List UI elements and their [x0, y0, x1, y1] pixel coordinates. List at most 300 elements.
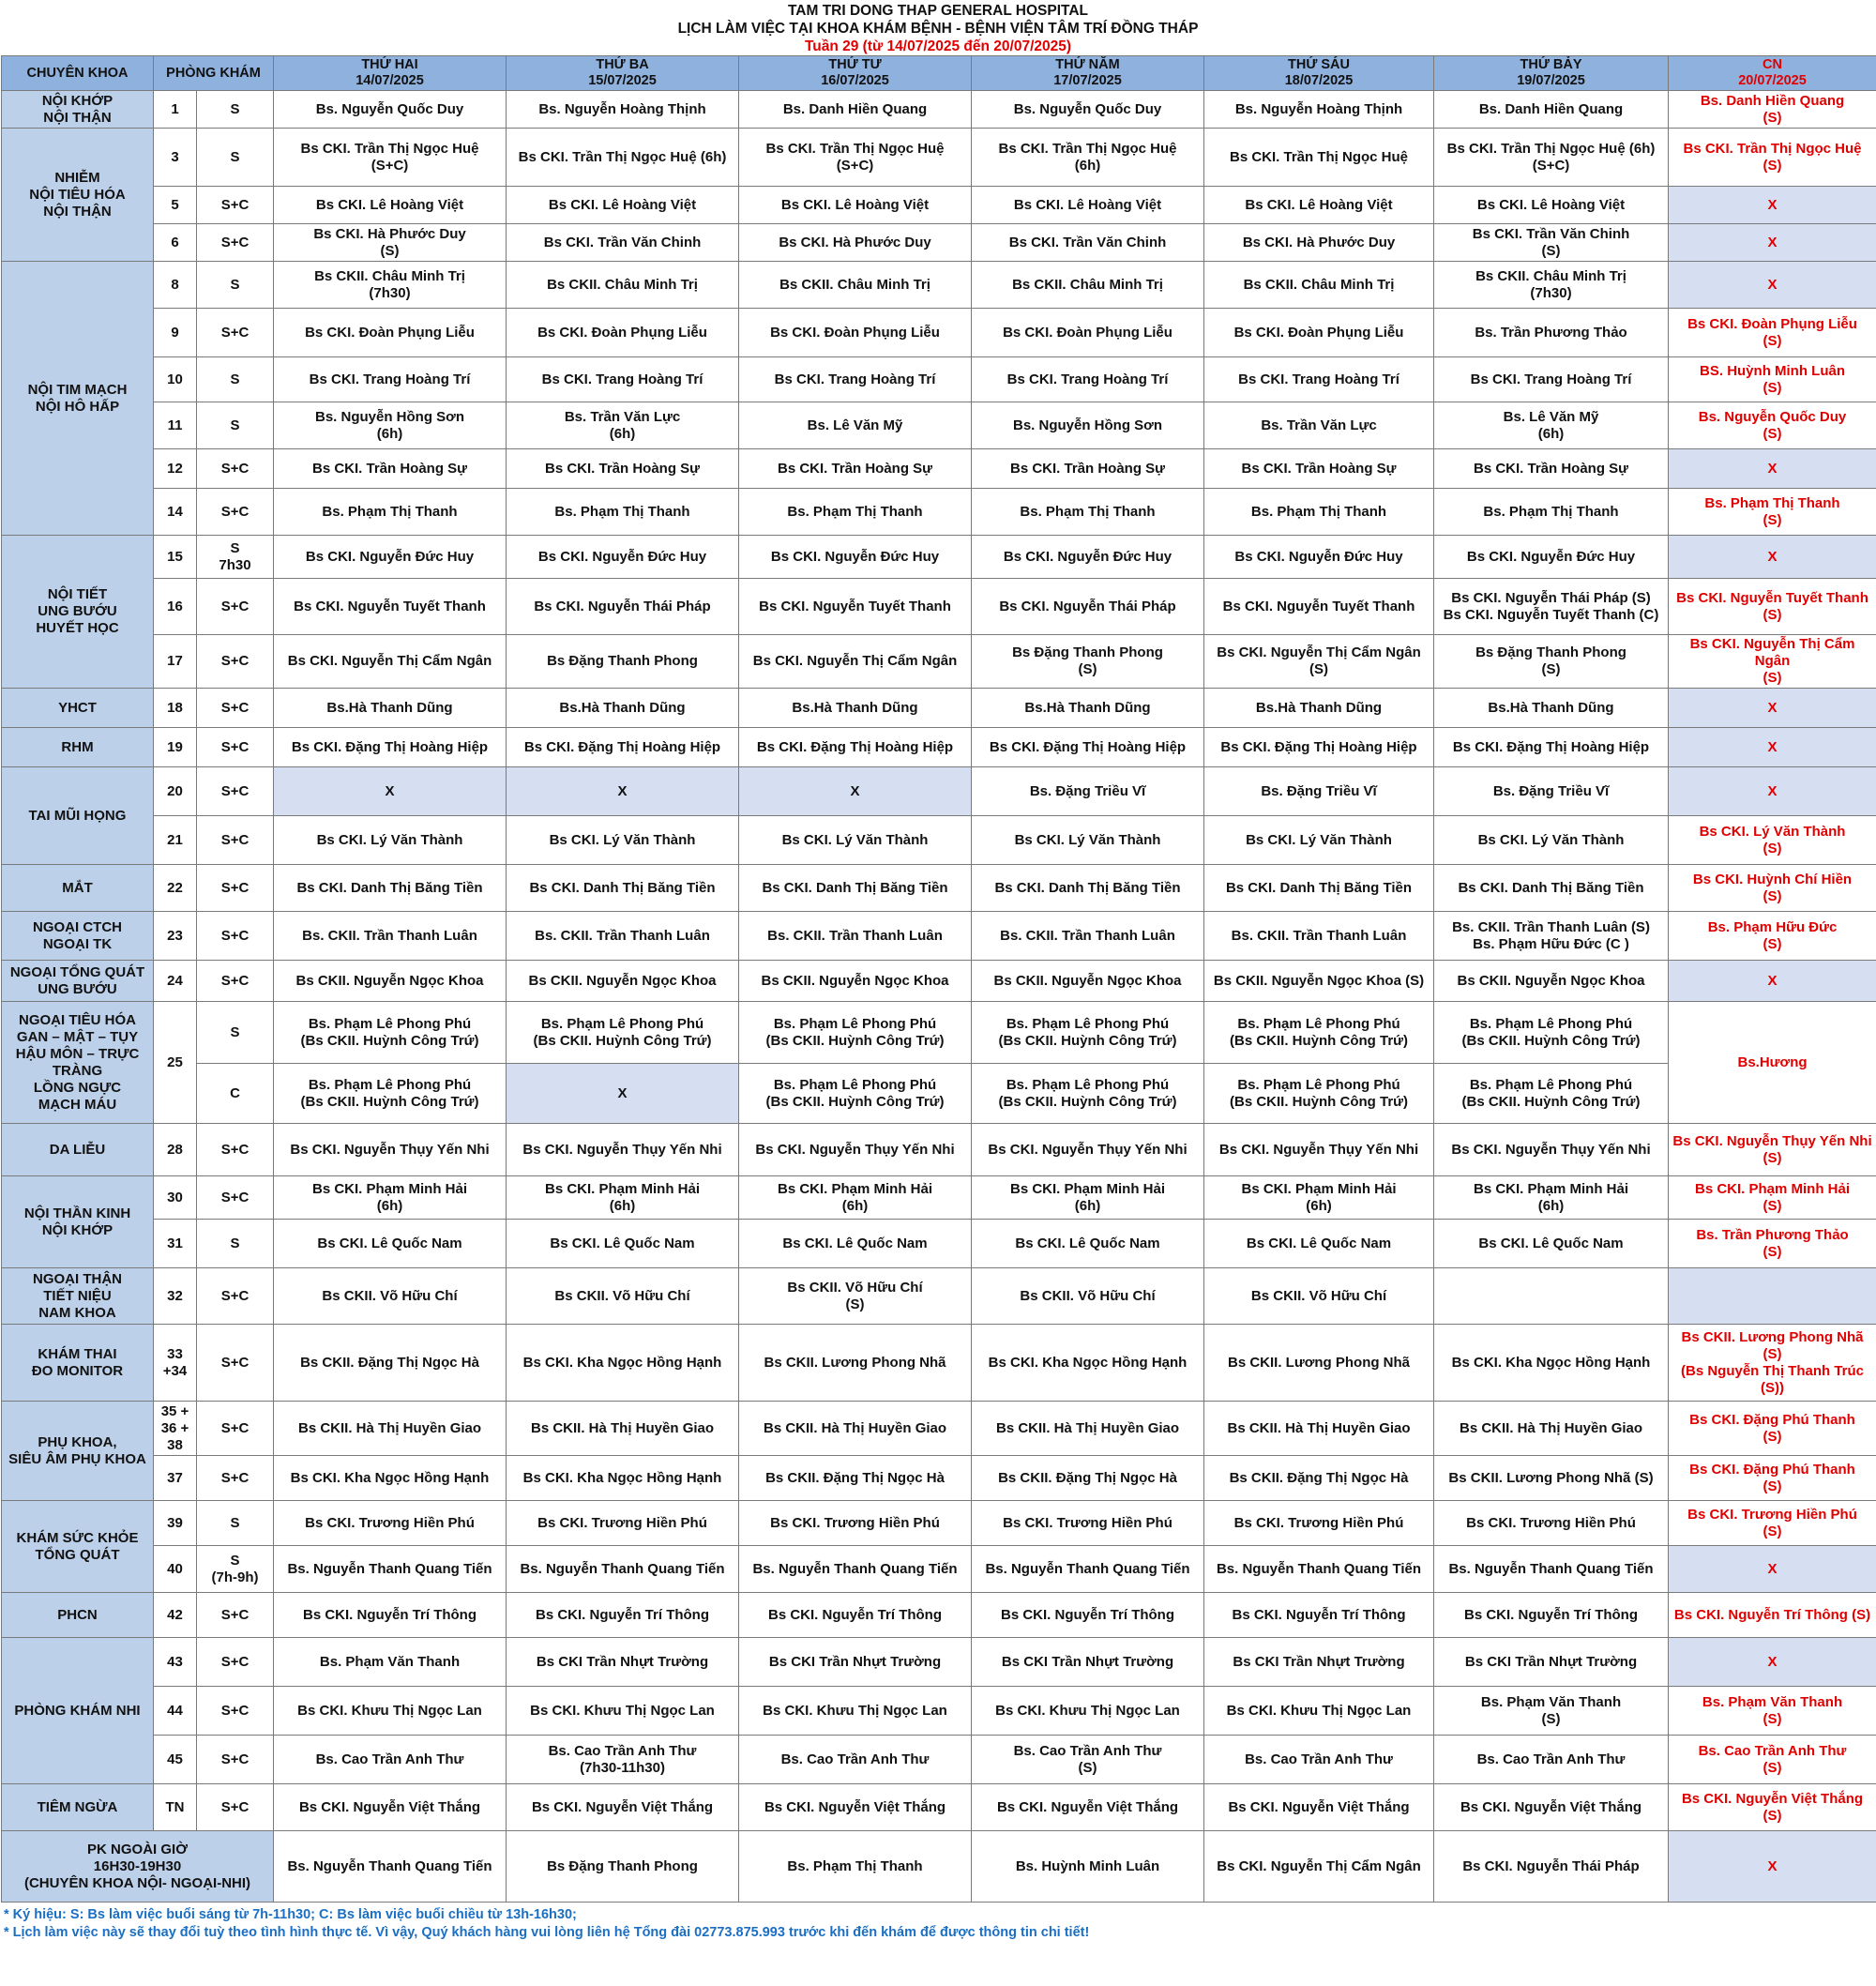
doctor-cell: Bs CKI. Nguyễn Thái Pháp [1434, 1831, 1669, 1903]
doctor-cell: Bs CKI. Trần Hoàng Sự [972, 449, 1204, 489]
doctor-cell: Bs CKI. Lý Văn Thành [274, 816, 507, 865]
doctor-cell: Bs CKI. Trương Hiền Phú [1204, 1501, 1434, 1546]
schedule-body [2, 91, 1876, 1903]
doctor-cell: Bs CKI. Nguyễn Trí Thông [1434, 1593, 1669, 1638]
doctor-cell: Bs CKI. Lê Quốc Nam [1434, 1220, 1669, 1268]
doctor-cell: Bs CKI. Nguyễn Trí Thông [739, 1593, 972, 1638]
doctor-cell: X [739, 767, 972, 816]
table-row [2, 579, 1876, 635]
specialty-cell: NỘI TIẾT UNG BƯỚU HUYẾT HỌC [2, 536, 154, 689]
table-row [2, 536, 1876, 579]
doctor-cell: Bs CKII. Hà Thị Huyền Giao [1204, 1402, 1434, 1456]
col-header-day [739, 56, 972, 91]
doctor-cell: Bs CKI. Danh Thị Băng Tiền [1434, 865, 1669, 912]
doctor-cell: Bs CKI. Trần Thị Ngọc Huệ (S+C) [274, 129, 507, 187]
doctor-cell: Bs CKI. Phạm Minh Hải (6h) [1434, 1176, 1669, 1220]
room-cell: 16 [154, 579, 197, 635]
doctor-cell: Bs CKI. Nguyễn Thụy Yến Nhi [1204, 1124, 1434, 1176]
doctor-cell: Bs. Danh Hiền Quang [1434, 91, 1669, 129]
doctor-cell: Bs. Phạm Lê Phong Phú (Bs CKII. Huỳnh Công Trứ) [1434, 1064, 1669, 1124]
doctor-cell: Bs CKI. Danh Thị Băng Tiền [507, 865, 739, 912]
doctor-cell: Bs CKI. Nguyễn Thụy Yến Nhi [1434, 1124, 1669, 1176]
doctor-cell: Bs CKI Trần Nhựt Trường [1204, 1638, 1434, 1687]
sunday-cell: Bs CKI. Đoàn Phụng Liễu (S) [1669, 309, 1876, 357]
doctor-cell: Bs CKI. Khưu Thị Ngọc Lan [274, 1687, 507, 1736]
shift-cell: S+C [197, 1784, 274, 1831]
week-range: Tuần 29 (từ 14/07/2025 đến 20/07/2025) [804, 38, 1072, 54]
doctor-cell: Bs. Cao Trần Anh Thư [274, 1736, 507, 1784]
doctor-cell: Bs. Phạm Lê Phong Phú (Bs CKII. Huỳnh Công Trứ) [507, 1002, 739, 1064]
doctor-cell: Bs. CKII. Trần Thanh Luân (S) Bs. Phạm Hữu Đức (C ) [1434, 912, 1669, 961]
doctor-cell: Bs. CKII. Trần Thanh Luân [507, 912, 739, 961]
sunday-cell: Bs. Phạm Văn Thanh (S) [1669, 1687, 1876, 1736]
doctor-cell: Bs CKII. Nguyễn Ngọc Khoa [274, 961, 507, 1002]
doctor-cell: Bs CKII. Châu Minh Trị [739, 262, 972, 309]
doctor-cell: Bs CKI. Nguyễn Thái Pháp [507, 579, 739, 635]
doctor-cell: Bs CKI. Trương Hiền Phú [1434, 1501, 1669, 1546]
specialty-cell: TIÊM NGỪA [2, 1784, 154, 1831]
room-cell: 19 [154, 728, 197, 767]
room-cell: 21 [154, 816, 197, 865]
doctor-cell: Bs CKI Trần Nhựt Trường [972, 1638, 1204, 1687]
doctor-cell: Bs. CKII. Trần Thanh Luân [739, 912, 972, 961]
doctor-cell: Bs CKI. Kha Ngọc Hồng Hạnh [507, 1456, 739, 1501]
sunday-cell: Bs CKII. Lương Phong Nhã (S) (Bs Nguyễn Thị Thanh Trúc (S)) [1669, 1325, 1876, 1402]
table-row [2, 1784, 1876, 1831]
doctor-cell: Bs. Nguyễn Thanh Quang Tiến [1204, 1546, 1434, 1593]
doctor-cell: Bs CKI. Đặng Thị Hoàng Hiệp [1434, 728, 1669, 767]
doctor-cell: Bs. CKII. Trần Thanh Luân [274, 912, 507, 961]
specialty-cell: NGOẠI THẬN TIẾT NIỆU NAM KHOA [2, 1268, 154, 1325]
shift-cell: S [197, 262, 274, 309]
doctor-cell: Bs CKI. Nguyễn Tuyết Thanh [739, 579, 972, 635]
doctor-cell: Bs. Phạm Văn Thanh [274, 1638, 507, 1687]
doctor-cell: Bs CKI. Nguyễn Tuyết Thanh [1204, 579, 1434, 635]
room-cell: 32 [154, 1268, 197, 1325]
doctor-cell: Bs CKII. Nguyễn Ngọc Khoa [507, 961, 739, 1002]
doctor-cell: Bs CKI. Nguyễn Đức Huy [1434, 536, 1669, 579]
day-name: THỨ BA [596, 57, 649, 72]
doctor-cell: Bs CKI. Đoàn Phụng Liễu [739, 309, 972, 357]
sunday-cell: Bs CKI. Lý Văn Thành (S) [1669, 816, 1876, 865]
table-row [2, 1687, 1876, 1736]
shift-cell: S+C [197, 865, 274, 912]
room-cell: TN [154, 1784, 197, 1831]
doctor-cell: Bs CKII. Hà Thị Huyền Giao [972, 1402, 1204, 1456]
table-row [2, 767, 1876, 816]
doctor-cell: Bs CKII. Hà Thị Huyền Giao [1434, 1402, 1669, 1456]
shift-cell: S+C [197, 816, 274, 865]
doctor-cell: Bs CKI. Đặng Thị Hoàng Hiệp [739, 728, 972, 767]
doctor-cell: Bs CKI. Trần Hoàng Sự [274, 449, 507, 489]
room-cell: 31 [154, 1220, 197, 1268]
day-date: 18/07/2025 [1284, 73, 1354, 88]
room-cell: 33 +34 [154, 1325, 197, 1402]
doctor-cell: Bs CKI. Kha Ngọc Hồng Hạnh [507, 1325, 739, 1402]
table-row [2, 187, 1876, 224]
doctor-cell: Bs CKI. Nguyễn Việt Thắng [739, 1784, 972, 1831]
header-row [2, 56, 1876, 91]
doctor-cell: Bs. Nguyễn Thanh Quang Tiến [1434, 1546, 1669, 1593]
room-cell: 43 [154, 1638, 197, 1687]
sunday-cell: X [1669, 262, 1876, 309]
doctor-cell: Bs CKI. Khưu Thị Ngọc Lan [507, 1687, 739, 1736]
doctor-cell: Bs CKI. Đặng Thị Hoàng Hiệp [1204, 728, 1434, 767]
doctor-cell: Bs CKI. Trần Thị Ngọc Huệ (6h) [507, 129, 739, 187]
doctor-cell: Bs CKI. Kha Ngọc Hồng Hạnh [274, 1456, 507, 1501]
schedule-table [1, 55, 1876, 1903]
shift-cell: S [197, 1002, 274, 1064]
shift-cell: S+C [197, 309, 274, 357]
doctor-cell: Bs CKI. Lê Quốc Nam [1204, 1220, 1434, 1268]
table-row [2, 1546, 1876, 1593]
specialty-cell: TAI MŨI HỌNG [2, 767, 154, 865]
room-cell: 11 [154, 402, 197, 449]
room-cell: 10 [154, 357, 197, 402]
page-title: LỊCH LÀM VIỆC TẠI KHOA KHÁM BỆNH - BỆNH VIỆN TÂM TRÍ ĐỒNG THÁP [677, 21, 1199, 37]
doctor-cell: Bs. Phạm Thị Thanh [739, 489, 972, 536]
doctor-cell: Bs CKI Trần Nhựt Trường [739, 1638, 972, 1687]
table-row [2, 91, 1876, 129]
table-row [2, 1268, 1876, 1325]
doctor-cell: Bs CKI. Danh Thị Băng Tiền [739, 865, 972, 912]
sunday-cell: X [1669, 1831, 1876, 1903]
specialty-cell: MẮT [2, 865, 154, 912]
table-row [2, 1220, 1876, 1268]
doctor-cell: Bs CKI. Nguyễn Thị Cẩm Ngân [739, 635, 972, 689]
doctor-cell: Bs CKI. Kha Ngọc Hồng Hạnh [972, 1325, 1204, 1402]
doctor-cell: Bs. Nguyễn Quốc Duy [972, 91, 1204, 129]
specialty-cell: KHÁM THAI ĐO MONITOR [2, 1325, 154, 1402]
specialty-cell: DA LIỄU [2, 1124, 154, 1176]
shift-cell: S+C [197, 579, 274, 635]
doctor-cell: Bs CKI. Trần Hoàng Sự [1204, 449, 1434, 489]
sunday-cell: Bs CKI. Nguyễn Trí Thông (S) [1669, 1593, 1876, 1638]
doctor-cell: Bs CKI. Phạm Minh Hải (6h) [1204, 1176, 1434, 1220]
sunday-cell: BS. Huỳnh Minh Luân (S) [1669, 357, 1876, 402]
doctor-cell: Bs. Nguyễn Hoàng Thịnh [507, 91, 739, 129]
doctor-cell: Bs CKI. Lý Văn Thành [972, 816, 1204, 865]
table-row [2, 1501, 1876, 1546]
sunday-cell: X [1669, 689, 1876, 728]
doctor-cell: Bs CKI. Nguyễn Thị Cẩm Ngân (S) [1204, 635, 1434, 689]
room-cell: 18 [154, 689, 197, 728]
doctor-cell: Bs CKI. Nguyễn Thị Cẩm Ngân [274, 635, 507, 689]
doctor-cell: Bs CKI. Phạm Minh Hải (6h) [507, 1176, 739, 1220]
shift-cell: S+C [197, 635, 274, 689]
table-row [2, 129, 1876, 187]
doctor-cell: Bs. Phạm Thị Thanh [1434, 489, 1669, 536]
doctor-cell: Bs CKI. Nguyễn Trí Thông [1204, 1593, 1434, 1638]
doctor-cell: Bs. Phạm Lê Phong Phú (Bs CKII. Huỳnh Công Trứ) [1204, 1064, 1434, 1124]
doctor-cell: Bs CKI. Khưu Thị Ngọc Lan [1204, 1687, 1434, 1736]
doctor-cell: Bs CKII. Châu Minh Trị (7h30) [274, 262, 507, 309]
doctor-cell: Bs CKI. Nguyễn Thị Cẩm Ngân [1204, 1831, 1434, 1903]
doctor-cell: Bs CKII. Đặng Thị Ngọc Hà [1204, 1456, 1434, 1501]
footnote-legend: * Ký hiệu: S: Bs làm việc buổi sáng từ 7h-11h30; C: Bs làm việc buổi chiều từ 13h-16h30; [4, 1907, 577, 1922]
col-header-day [274, 56, 507, 91]
shift-cell: S+C [197, 1124, 274, 1176]
doctor-cell: Bs CKI. Lê Quốc Nam [739, 1220, 972, 1268]
room-cell: 30 [154, 1176, 197, 1220]
doctor-cell: Bs CKI. Kha Ngọc Hồng Hạnh [1434, 1325, 1669, 1402]
doctor-cell: Bs. Phạm Văn Thanh (S) [1434, 1687, 1669, 1736]
day-date: 19/07/2025 [1517, 73, 1585, 88]
doctor-cell: Bs CKI. Nguyễn Đức Huy [972, 536, 1204, 579]
table-row [2, 865, 1876, 912]
table-row [2, 1736, 1876, 1784]
doctor-cell: Bs CKII. Đặng Thị Ngọc Hà [972, 1456, 1204, 1501]
doctor-cell: Bs. Cao Trần Anh Thư [1204, 1736, 1434, 1784]
specialty-cell: NGOẠI TIÊU HÓA GAN – MẬT – TỤY HẬU MÔN – TRỰC TRÀNG LỒNG NGỰC MẠCH MÁU [2, 1002, 154, 1124]
table-row [2, 1456, 1876, 1501]
shift-cell: S (7h-9h) [197, 1546, 274, 1593]
sunday-cell: Bs CKI. Nguyễn Tuyết Thanh (S) [1669, 579, 1876, 635]
doctor-cell: Bs CKI. Nguyễn Thái Pháp (S) Bs CKI. Nguyễn Tuyết Thanh (C) [1434, 579, 1669, 635]
day-name: THỨ BẢY [1520, 57, 1582, 72]
sunday-cell: X [1669, 536, 1876, 579]
doctor-cell: Bs CKI. Trần Thị Ngọc Huệ [1204, 129, 1434, 187]
room-cell: 12 [154, 449, 197, 489]
col-header-room: PHÒNG KHÁM [154, 56, 274, 91]
doctor-cell: Bs Đặng Thanh Phong [507, 1831, 739, 1903]
doctor-cell: Bs CKII. Võ Hữu Chí [507, 1268, 739, 1325]
specialty-cell: PHỤ KHOA, SIÊU ÂM PHỤ KHOA [2, 1402, 154, 1501]
doctor-cell: Bs. Phạm Lê Phong Phú (Bs CKII. Huỳnh Công Trứ) [1434, 1002, 1669, 1064]
table-row [2, 689, 1876, 728]
doctor-cell: Bs. Phạm Thị Thanh [972, 489, 1204, 536]
sunday-cell: Bs CKI. Huỳnh Chí Hiền (S) [1669, 865, 1876, 912]
doctor-cell: Bs Đặng Thanh Phong (S) [1434, 635, 1669, 689]
table-row [2, 224, 1876, 262]
room-cell: 20 [154, 767, 197, 816]
doctor-cell: Bs. Nguyễn Thanh Quang Tiến [972, 1546, 1204, 1593]
room-cell: 17 [154, 635, 197, 689]
doctor-cell: Bs Đặng Thanh Phong [507, 635, 739, 689]
day-name: THỨ TƯ [828, 57, 882, 72]
shift-cell: S+C [197, 728, 274, 767]
room-cell: 15 [154, 536, 197, 579]
specialty-cell: PHCN [2, 1593, 154, 1638]
doctor-cell: X [507, 767, 739, 816]
specialty-cell: NGOẠI TỔNG QUÁT UNG BƯỚU [2, 961, 154, 1002]
sunday-cell: Bs.Hương [1669, 1002, 1876, 1124]
shift-cell: S+C [197, 1687, 274, 1736]
doctor-cell: Bs CKII. Hà Thị Huyền Giao [274, 1402, 507, 1456]
doctor-cell: Bs CKI. Lý Văn Thành [739, 816, 972, 865]
doctor-cell: Bs. Nguyễn Thanh Quang Tiến [507, 1546, 739, 1593]
doctor-cell: Bs CKI. Lê Quốc Nam [972, 1220, 1204, 1268]
doctor-cell: Bs CKII. Lương Phong Nhã [1204, 1325, 1434, 1402]
doctor-cell: Bs. CKII. Trần Thanh Luân [972, 912, 1204, 961]
doctor-cell: Bs CKI. Trần Hoàng Sự [739, 449, 972, 489]
room-cell: 44 [154, 1687, 197, 1736]
sunday-cell: Bs. Phạm Thị Thanh (S) [1669, 489, 1876, 536]
shift-cell: S [197, 91, 274, 129]
doctor-cell: Bs CKI. Lý Văn Thành [1434, 816, 1669, 865]
doctor-cell: Bs CKI. Trang Hoàng Trí [274, 357, 507, 402]
doctor-cell: Bs. Huỳnh Minh Luân [972, 1831, 1204, 1903]
doctor-cell: Bs CKI. Nguyễn Trí Thông [972, 1593, 1204, 1638]
shift-cell: S+C [197, 1325, 274, 1402]
doctor-cell: Bs CKI. Nguyễn Đức Huy [739, 536, 972, 579]
room-cell: 5 [154, 187, 197, 224]
shift-cell: S 7h30 [197, 536, 274, 579]
doctor-cell: Bs CKI. Nguyễn Thụy Yến Nhi [972, 1124, 1204, 1176]
day-name: CN [1763, 57, 1782, 72]
doctor-cell: Bs CKII. Võ Hữu Chí [274, 1268, 507, 1325]
specialty-cell: PHÒNG KHÁM NHI [2, 1638, 154, 1784]
shift-cell: S+C [197, 1176, 274, 1220]
doctor-cell: Bs.Hà Thanh Dũng [274, 689, 507, 728]
table-row [2, 262, 1876, 309]
doctor-cell: Bs CKI. Trang Hoàng Trí [1204, 357, 1434, 402]
doctor-cell: Bs CKI. Đoàn Phụng Liễu [507, 309, 739, 357]
room-cell: 24 [154, 961, 197, 1002]
sunday-cell: X [1669, 187, 1876, 224]
day-name: THỨ HAI [361, 57, 418, 72]
doctor-cell: Bs CKI. Lê Hoàng Việt [972, 187, 1204, 224]
sunday-cell: Bs CKI. Nguyễn Thụy Yến Nhi (S) [1669, 1124, 1876, 1176]
doctor-cell: Bs CKI. Phạm Minh Hải (6h) [274, 1176, 507, 1220]
doctor-cell: Bs CKI. Khưu Thị Ngọc Lan [739, 1687, 972, 1736]
doctor-cell: Bs CKI. Phạm Minh Hải (6h) [972, 1176, 1204, 1220]
specialty-cell: YHCT [2, 689, 154, 728]
shift-cell: S+C [197, 187, 274, 224]
doctor-cell: Bs CKI Trần Nhựt Trường [1434, 1638, 1669, 1687]
room-cell: 14 [154, 489, 197, 536]
day-date: 15/07/2025 [588, 73, 657, 88]
doctor-cell: Bs CKI. Đặng Thị Hoàng Hiệp [507, 728, 739, 767]
shift-cell: S+C [197, 912, 274, 961]
doctor-cell: Bs CKI. Hà Phước Duy [739, 224, 972, 262]
doctor-cell: X [507, 1064, 739, 1124]
doctor-cell: Bs. Danh Hiền Quang [739, 91, 972, 129]
doctor-cell: Bs CKI. Nguyễn Đức Huy [1204, 536, 1434, 579]
day-date: 20/07/2025 [1738, 73, 1807, 88]
doctor-cell: Bs CKI. Lê Hoàng Việt [1204, 187, 1434, 224]
table-row [2, 309, 1876, 357]
sunday-cell: Bs CKI. Trương Hiền Phú (S) [1669, 1501, 1876, 1546]
shift-cell: S+C [197, 1593, 274, 1638]
page-header [0, 0, 1876, 55]
doctor-cell: Bs CKII. Võ Hữu Chí (S) [739, 1268, 972, 1325]
sunday-cell: Bs. Trần Phương Thảo (S) [1669, 1220, 1876, 1268]
doctor-cell: Bs CKI. Trang Hoàng Trí [507, 357, 739, 402]
sunday-cell: Bs CKI. Trần Thị Ngọc Huệ (S) [1669, 129, 1876, 187]
shift-cell: S+C [197, 449, 274, 489]
shift-cell: S [197, 357, 274, 402]
doctor-cell: Bs CKI. Nguyễn Đức Huy [274, 536, 507, 579]
table-row [2, 449, 1876, 489]
sunday-cell: X [1669, 1638, 1876, 1687]
specialty-cell: NỘI TIM MẠCH NỘI HÔ HẤP [2, 262, 154, 536]
doctor-cell: Bs CKI Trần Nhựt Trường [507, 1638, 739, 1687]
shift-cell: S [197, 1220, 274, 1268]
room-cell: 1 [154, 91, 197, 129]
doctor-cell: Bs Đặng Thanh Phong (S) [972, 635, 1204, 689]
room-cell: 39 [154, 1501, 197, 1546]
table-row [2, 1638, 1876, 1687]
doctor-cell: Bs CKII. Nguyễn Ngọc Khoa [972, 961, 1204, 1002]
sunday-cell: X [1669, 224, 1876, 262]
doctor-cell: Bs. Cao Trần Anh Thư [739, 1736, 972, 1784]
doctor-cell: Bs CKI. Danh Thị Băng Tiền [1204, 865, 1434, 912]
table-row [2, 1402, 1876, 1456]
footnotes [0, 1903, 1876, 1942]
doctor-cell: Bs CKII. Nguyễn Ngọc Khoa [1434, 961, 1669, 1002]
doctor-cell: Bs. Nguyễn Hồng Sơn (6h) [274, 402, 507, 449]
shift-cell: C [197, 1064, 274, 1124]
doctor-cell: Bs.Hà Thanh Dũng [739, 689, 972, 728]
sunday-cell: X [1669, 449, 1876, 489]
doctor-cell: Bs CKI. Nguyễn Thụy Yến Nhi [507, 1124, 739, 1176]
specialty-cell: NHIỄM NỘI TIÊU HÓA NỘI THẬN [2, 129, 154, 262]
doctor-cell: Bs CKI. Danh Thị Băng Tiền [274, 865, 507, 912]
sunday-cell: Bs CKI. Đặng Phú Thanh (S) [1669, 1456, 1876, 1501]
doctor-cell: Bs CKI. Trần Hoàng Sự [1434, 449, 1669, 489]
table-row [2, 816, 1876, 865]
doctor-cell: Bs. Phạm Thị Thanh [1204, 489, 1434, 536]
doctor-cell: Bs. Nguyễn Hoàng Thịnh [1204, 91, 1434, 129]
room-cell: 22 [154, 865, 197, 912]
room-cell: 8 [154, 262, 197, 309]
doctor-cell: Bs CKI. Nguyễn Trí Thông [274, 1593, 507, 1638]
shift-cell: S+C [197, 689, 274, 728]
doctor-cell: Bs CKI. Lê Quốc Nam [274, 1220, 507, 1268]
doctor-cell: Bs CKI. Lê Hoàng Việt [507, 187, 739, 224]
doctor-cell: Bs. Phạm Lê Phong Phú (Bs CKII. Huỳnh Công Trứ) [274, 1002, 507, 1064]
doctor-cell: Bs CKI. Trần Văn Chinh (S) [1434, 224, 1669, 262]
specialty-cell: PK NGOÀI GIỜ 16H30-19H30 (CHUYÊN KHOA NỘI- NGOẠI-NHI) [2, 1831, 274, 1903]
table-row [2, 1064, 1876, 1124]
doctor-cell: Bs. Phạm Lê Phong Phú (Bs CKII. Huỳnh Công Trứ) [1204, 1002, 1434, 1064]
doctor-cell: Bs CKI. Nguyễn Việt Thắng [274, 1784, 507, 1831]
sunday-cell: Bs. Danh Hiền Quang (S) [1669, 91, 1876, 129]
table-row [2, 1176, 1876, 1220]
sunday-cell: X [1669, 767, 1876, 816]
shift-cell: S+C [197, 961, 274, 1002]
doctor-cell: Bs CKI. Đoàn Phụng Liễu [1204, 309, 1434, 357]
day-date: 17/07/2025 [1053, 73, 1122, 88]
doctor-cell: Bs CKI. Lê Hoàng Việt [274, 187, 507, 224]
doctor-cell: Bs CKI. Trang Hoàng Trí [972, 357, 1204, 402]
doctor-cell: Bs CKI. Trương Hiền Phú [274, 1501, 507, 1546]
room-cell: 23 [154, 912, 197, 961]
col-header-day [1204, 56, 1434, 91]
table-row [2, 912, 1876, 961]
doctor-cell: Bs CKII. Lương Phong Nhã [739, 1325, 972, 1402]
doctor-cell: Bs CKI. Nguyễn Thụy Yến Nhi [274, 1124, 507, 1176]
shift-cell: S+C [197, 1638, 274, 1687]
room-cell: 3 [154, 129, 197, 187]
shift-cell: S+C [197, 1456, 274, 1501]
doctor-cell: Bs CKI. Trần Văn Chinh [972, 224, 1204, 262]
doctor-cell [1434, 1268, 1669, 1325]
doctor-cell: Bs CKI. Trần Thị Ngọc Huệ (S+C) [739, 129, 972, 187]
doctor-cell: Bs CKI. Nguyễn Tuyết Thanh [274, 579, 507, 635]
doctor-cell: Bs. Lê Văn Mỹ [739, 402, 972, 449]
room-cell: 45 [154, 1736, 197, 1784]
doctor-cell: Bs CKI. Đoàn Phụng Liễu [274, 309, 507, 357]
table-row [2, 489, 1876, 536]
table-row [2, 635, 1876, 689]
room-cell: 25 [154, 1002, 197, 1124]
shift-cell: S+C [197, 1268, 274, 1325]
shift-cell: S [197, 402, 274, 449]
doctor-cell: Bs CKII. Hà Thị Huyền Giao [507, 1402, 739, 1456]
col-header-day [507, 56, 739, 91]
